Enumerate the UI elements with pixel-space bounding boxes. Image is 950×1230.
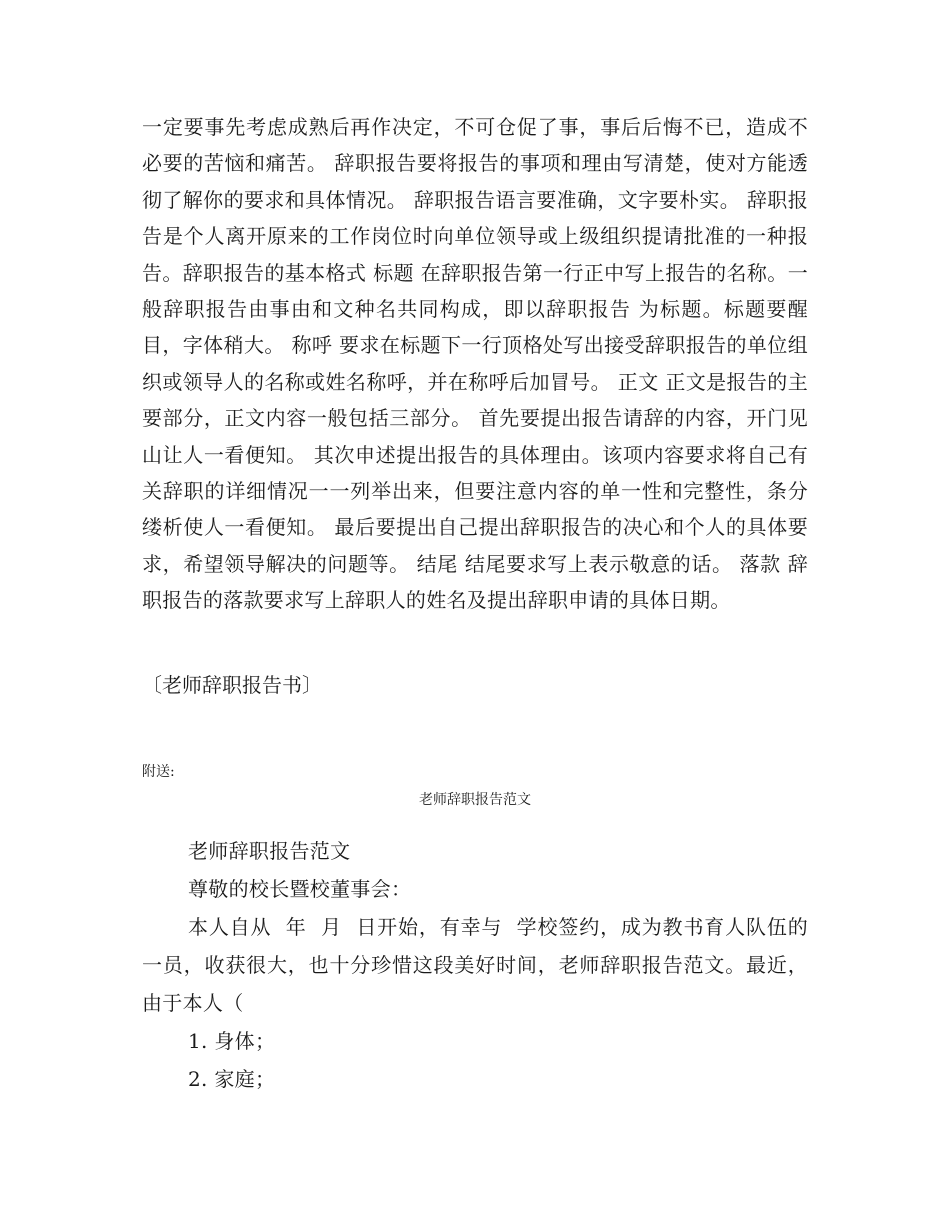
sample-salutation: 尊敬的校长暨校董事会： bbox=[188, 877, 412, 901]
sample-heading: 老师辞职报告范文 bbox=[188, 839, 351, 863]
attachment-label: 附送: bbox=[142, 764, 175, 780]
sample-list-item: 1. 身体； bbox=[188, 1029, 276, 1053]
attachment-title: 老师辞职报告范文 bbox=[419, 792, 531, 808]
sample-list-item: 2. 家庭； bbox=[188, 1067, 276, 1091]
sample-paragraph: 本人自从 年 月 日开始，有幸与 学校签约，成为教书育人队伍的一员，收获很大，也十分珍惜这段美好时间，老师辞职报告范文。最近，由于本人（ bbox=[142, 915, 808, 1015]
sample-letter bbox=[142, 832, 808, 1098]
note-line: 〔老师辞职报告书〕 bbox=[142, 673, 322, 697]
body-paragraph: 一定要事先考虑成熟后再作决定，不可仓促了事，事后后悔不已，造成不必要的苦恼和痛苦。 辞职报告要将报告的事项和理由写清楚，使对方能透彻了解你的要求和具体情况。 辞职报告语言要准确，文字要朴实。 辞职报告是个人离开原来的工作岗位时向单位领导或上级组织提请批准的一种报告。辞职报告的基本格式 标题 在辞职报告第一行正中写上报告的名称。一般辞职报告由事由和文种名共同构成，即以辞职报告 为标题。标题要醒目，字体稍大。 称呼 要求在标题下一行顶格处写出接受辞职报告的单位组织或领导人的名称或姓名称呼，并在称呼后加冒号。 正文 正文是报告的主要部分，正文内容一般包括三部分。 首先要提出报告请辞的内容，开门见山让人一看便知。 其次申述提出报告的具体理由。该项内容要求将自己有关辞职的详细情况一一列举出来，但要注意内容的单一性和完整性，条分缕析使人一看便知。 最后要提出自己提出辞职报告的决心和个人的具体要求，希望领导解决的问题等。 结尾 结尾要求写上表示敬意的话。 落款 辞职报告的落款要求写上辞职人的姓名及提出辞职申请的具体日期。 bbox=[142, 115, 808, 613]
